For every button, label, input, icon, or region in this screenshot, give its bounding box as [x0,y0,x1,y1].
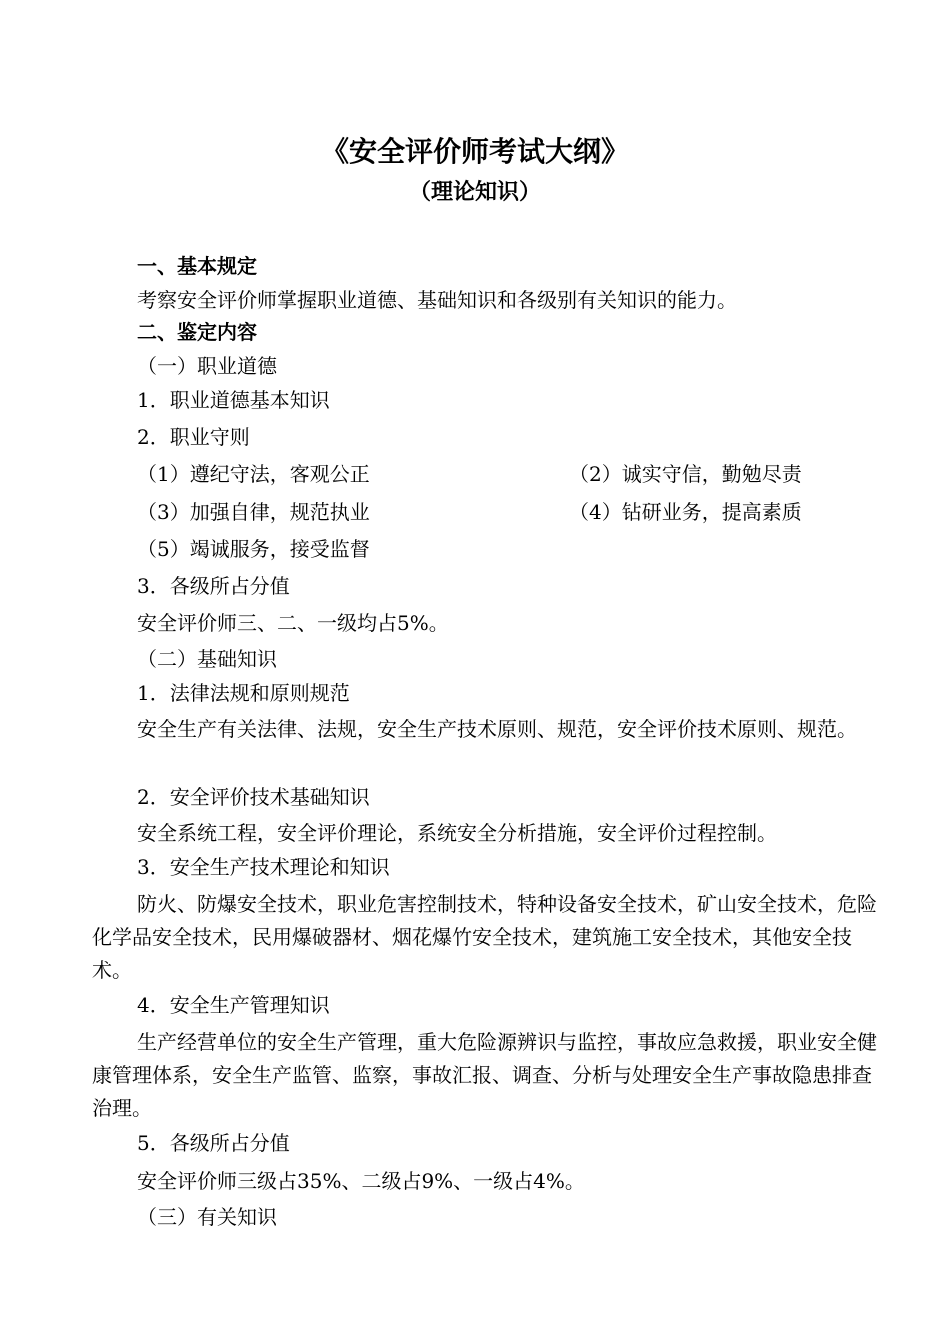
basic-rules-text: 考察安全评价师掌握职业道德、基础知识和各级别有关知识的能力。 [137,288,737,312]
rule-item: （1）遵纪守法，客观公正 [137,462,370,486]
laws-and-norms-text: 安全生产有关法律、法规，安全生产技术原则、规范，安全评价技术原则、规范。 [137,717,857,741]
item-safety-management: 4．安全生产管理知识 [137,993,330,1017]
fundamentals-score-text: 安全评价师三级占35%、二级占9%、一级占4%。 [137,1169,585,1193]
section-heading-basic-rules: 一、基本规定 [137,254,257,278]
part-heading-fundamentals: （二）基础知识 [137,647,277,671]
section-heading-content: 二、鉴定内容 [137,320,257,344]
safety-technology-text: 防火、防爆安全技术，职业危害控制技术，特种设备安全技术，矿山安全技术，危险化学品安全技术，民用爆破器材、烟花爆竹安全技术，建筑施工安全技术，其他安全技术。 [92,892,877,982]
safety-management-text: 生产经营单位的安全生产管理，重大危险源辨识与监控，事故应急救援，职业安全健康管理体系，安全生产监管、监察，事故汇报、调查、分析与处理安全生产事故隐患排查治理。 [92,1030,877,1120]
item-code-of-conduct: 2．职业守则 [137,425,250,449]
item-fundamentals-score: 5．各级所占分值 [137,1131,290,1155]
rule-item: （5）竭诚服务，接受监督 [137,537,370,561]
item-ethics-basics: 1．职业道德基本知识 [137,388,330,412]
ethics-score-text: 安全评价师三、二、一级均占5%。 [137,611,449,635]
item-evaluation-basics: 2．安全评价技术基础知识 [137,785,370,809]
rule-item: （3）加强自律，规范执业 [137,500,370,524]
item-safety-technology: 3．安全生产技术理论和知识 [137,855,390,879]
part-heading-ethics: （一）职业道德 [137,354,277,378]
rule-item: （2）诚实守信，勤勉尽责 [569,462,802,486]
item-laws-and-norms: 1．法律法规和原则规范 [137,681,350,705]
item-ethics-score: 3．各级所占分值 [137,574,290,598]
document-subtitle: （理论知识） [408,179,541,205]
part-heading-related-knowledge: （三）有关知识 [137,1205,277,1229]
evaluation-basics-text: 安全系统工程，安全评价理论，系统安全分析措施，安全评价过程控制。 [137,821,777,845]
rule-row-3 [137,534,370,564]
rule-row-2 [137,497,802,527]
document-title: 《安全评价师考试大纲》 [320,135,629,168]
rule-item: （4）钻研业务，提高素质 [569,500,802,524]
rule-row-1 [137,459,802,489]
